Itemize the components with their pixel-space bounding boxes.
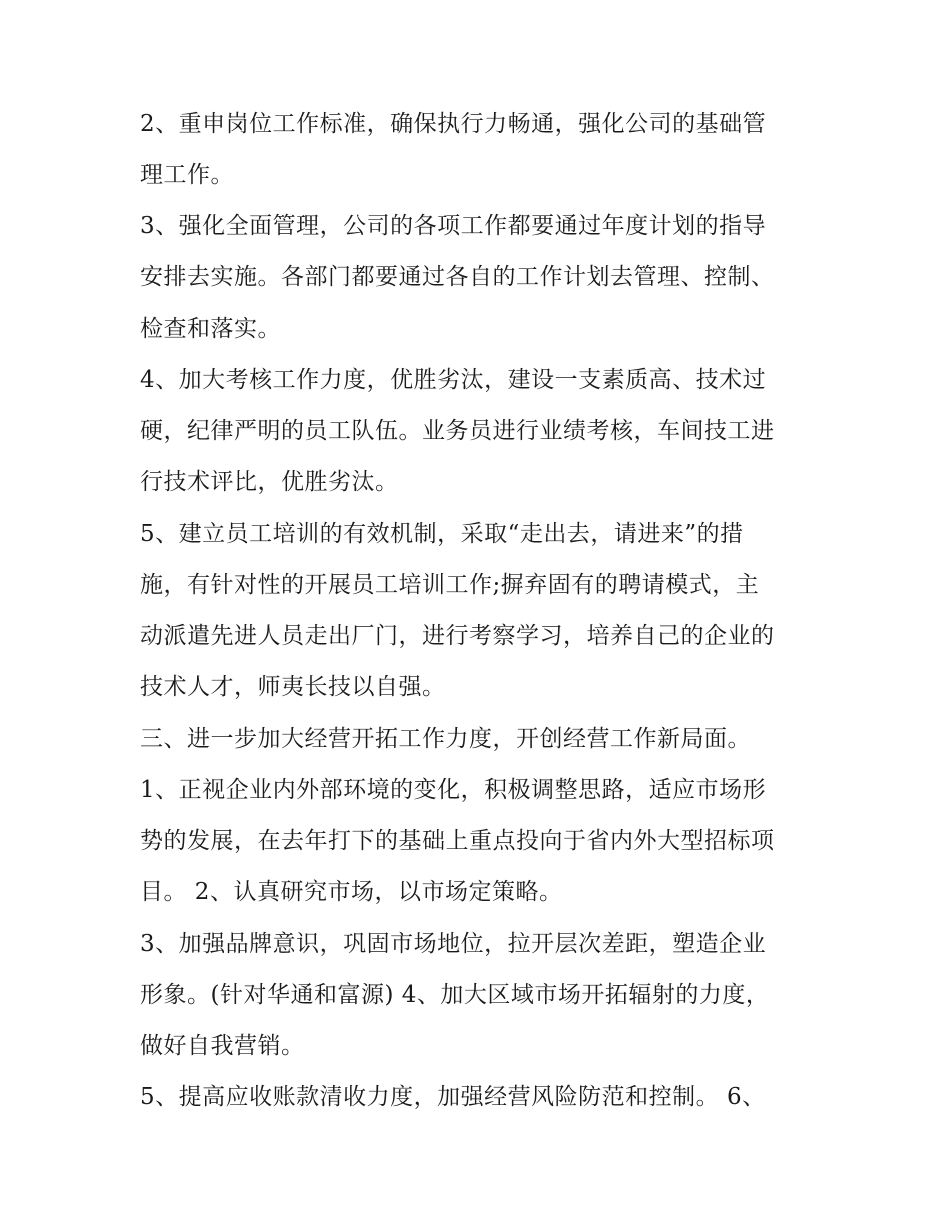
text-line: 动派遣先进人员走出厂门，进行考察学习，培养自己的企业的 bbox=[140, 623, 775, 649]
text-line: 1、正视企业内外部环境的变化，积极调整思路，适应市场形 bbox=[140, 777, 767, 803]
text-line: 3、强化全面管理，公司的各项工作都要通过年度计划的指导 bbox=[140, 213, 767, 239]
text-line: 5、建立员工培训的有效机制，采取“走出去，请进来”的措 bbox=[140, 521, 744, 547]
text-line: 势的发展，在去年打下的基础上重点投向于省内外大型招标项 bbox=[140, 828, 775, 854]
text-line: 4、加大考核工作力度，优胜劣汰，建设一支素质高、技术过 bbox=[140, 367, 767, 393]
text-line: 检查和落实。 bbox=[140, 316, 281, 342]
text-line: 3、加强品牌意识，巩固市场地位，拉开层次差距，塑造企业 bbox=[140, 931, 767, 957]
text-line: 技术人才，师夷长技以自强。 bbox=[140, 674, 446, 700]
text-line: 形象。(针对华通和富源) 4、加大区域市场开拓辐射的力度， bbox=[140, 982, 770, 1008]
text-line: 施，有针对性的开展员工培训工作;摒弃固有的聘请模式，主 bbox=[140, 572, 760, 598]
text-line: 2、重申岗位工作标准，确保执行力畅通，强化公司的基础管 bbox=[140, 111, 767, 137]
text-line: 行技术评比，优胜劣汰。 bbox=[140, 469, 399, 495]
text-line: 目。 2、认真研究市场，以市场定策略。 bbox=[140, 879, 563, 905]
text-line: 安排去实施。各部门都要通过各自的工作计划去管理、控制、 bbox=[140, 264, 775, 290]
text-line: 理工作。 bbox=[140, 162, 234, 188]
text-line: 5、提高应收账款清收力度，加强经营风险防范和控制。 6、 bbox=[140, 1084, 766, 1110]
section-heading: 三、进一步加大经营开拓工作力度，开创经营工作新局面。 bbox=[140, 726, 751, 752]
text-line: 做好自我营销。 bbox=[140, 1033, 305, 1059]
text-line: 硬，纪律严明的员工队伍。业务员进行业绩考核，车间技工进 bbox=[140, 418, 775, 444]
